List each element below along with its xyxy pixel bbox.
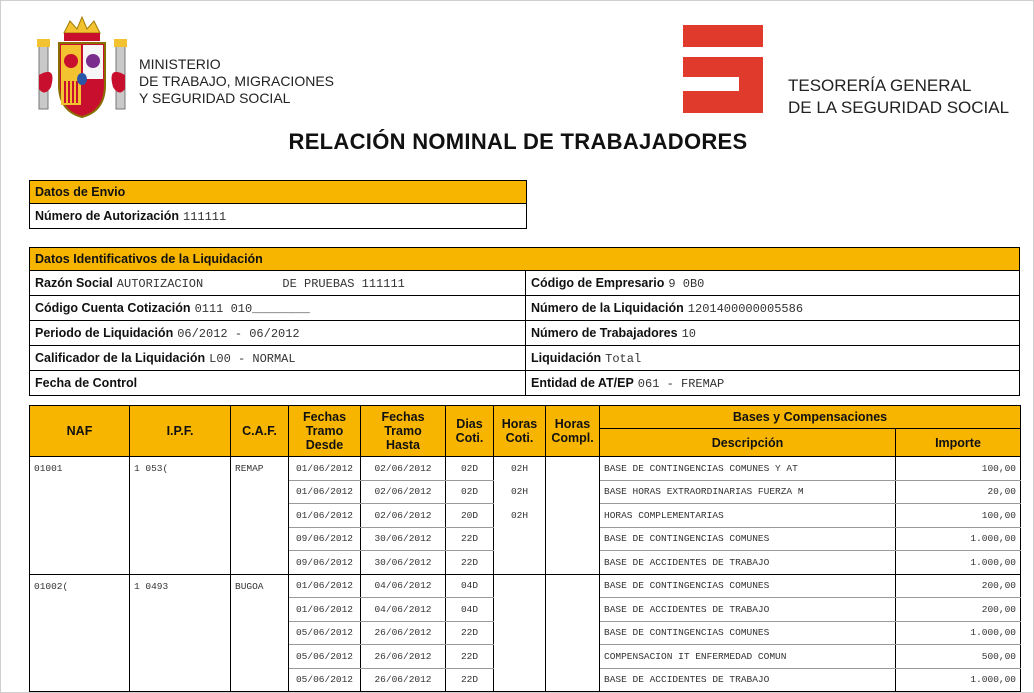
table-row (30, 504, 1021, 528)
cell-dias: 22D (446, 527, 494, 551)
cell-caf: BUGOA (231, 574, 289, 598)
liquidacion-heading: Datos Identificativos de la Liquidación (30, 248, 1019, 271)
col-compl (546, 406, 600, 457)
liq-value: Total (605, 352, 642, 366)
cell-importe: 1.000,00 (896, 668, 1021, 692)
cell-caf (231, 480, 289, 504)
cell-importe: 200,00 (896, 598, 1021, 622)
col-compl-line-1: Horas (554, 417, 591, 431)
tgss-logo (683, 25, 763, 113)
cell-hasta: 04/06/2012 (361, 574, 446, 598)
cell-dias: 22D (446, 668, 494, 692)
cell-naf (30, 645, 130, 669)
cell-naf (30, 668, 130, 692)
cell-hasta: 02/06/2012 (361, 480, 446, 504)
cell-desde: 05/06/2012 (289, 668, 361, 692)
envio-heading: Datos de Envio (30, 181, 526, 204)
cell-ipf (130, 645, 231, 669)
cell-desc: BASE DE CONTINGENCIAS COMUNES (600, 574, 896, 598)
cell-ipf (130, 504, 231, 528)
cell-compl (546, 621, 600, 645)
document-title: RELACIÓN NOMINAL DE TRABAJADORES (288, 129, 748, 154)
cell-horas: 02H (494, 504, 546, 528)
cell-hasta: 26/06/2012 (361, 645, 446, 669)
liq-label: Liquidación (531, 351, 602, 365)
razon-value: AUTORIZACION DE PRUEBAS 111111 (116, 277, 405, 291)
tgss-name (788, 75, 1009, 119)
entidad-value: 061 - FREMAP (637, 377, 725, 391)
numtrab-label: Número de Trabajadores (531, 326, 678, 340)
cell-caf: REMAP (231, 457, 289, 481)
numliq-label: Número de la Liquidación (531, 301, 684, 315)
cell-importe: 100,00 (896, 457, 1021, 481)
col-naf: NAF (30, 406, 130, 457)
cell-compl (546, 574, 600, 598)
numliq-value: 1201400000005586 (687, 302, 804, 316)
cell-naf (30, 551, 130, 575)
cell-naf (30, 504, 130, 528)
fecha-label: Fecha de Control (35, 376, 138, 390)
empresario-cell (526, 271, 1019, 296)
cell-caf (231, 645, 289, 669)
periodo-label: Periodo de Liquidación (35, 326, 174, 340)
liquidacion-box (29, 247, 1020, 396)
cell-compl (546, 551, 600, 575)
cell-importe: 100,00 (896, 504, 1021, 528)
table-row (30, 668, 1021, 692)
col-compl-line-2: Compl. (551, 431, 594, 445)
cell-hasta: 26/06/2012 (361, 668, 446, 692)
cell-horas: 02H (494, 457, 546, 481)
cell-importe: 1.000,00 (896, 621, 1021, 645)
cell-caf (231, 598, 289, 622)
cell-dias: 20D (446, 504, 494, 528)
cell-compl (546, 457, 600, 481)
envio-box (29, 180, 527, 229)
cell-desc: BASE DE ACCIDENTES DE TRABAJO (600, 598, 896, 622)
cell-hasta: 26/06/2012 (361, 621, 446, 645)
numtrab-value: 10 (681, 327, 696, 341)
ccc-value: 0111 010________ (194, 302, 310, 316)
table-row (30, 527, 1021, 551)
table-row (30, 480, 1021, 504)
col-ipf: I.P.F. (130, 406, 231, 457)
cell-importe: 1.000,00 (896, 551, 1021, 575)
cell-desde: 01/06/2012 (289, 480, 361, 504)
numtrab-cell (526, 321, 1019, 346)
cell-caf (231, 527, 289, 551)
cell-caf (231, 551, 289, 575)
table-row (30, 574, 1021, 598)
cell-horas: 02H (494, 480, 546, 504)
col-desde (289, 406, 361, 457)
cell-desc: COMPENSACION IT ENFERMEDAD COMUN (600, 645, 896, 669)
cell-desde: 09/06/2012 (289, 527, 361, 551)
razon-cell (30, 271, 526, 296)
cell-ipf (130, 551, 231, 575)
cell-desde: 01/06/2012 (289, 574, 361, 598)
cell-desde: 01/06/2012 (289, 598, 361, 622)
cell-naf (30, 598, 130, 622)
cell-dias: 04D (446, 598, 494, 622)
auth-row (30, 204, 526, 228)
cell-ipf: 1 053( (130, 457, 231, 481)
cell-compl (546, 480, 600, 504)
cell-compl (546, 504, 600, 528)
cell-desc: BASE HORAS EXTRAORDINARIAS FUERZA M (600, 480, 896, 504)
table-row (30, 598, 1021, 622)
cell-desde: 01/06/2012 (289, 457, 361, 481)
cell-naf: 01001 (30, 457, 130, 481)
cell-desc: BASE DE CONTINGENCIAS COMUNES (600, 621, 896, 645)
cell-importe: 20,00 (896, 480, 1021, 504)
cell-dias: 04D (446, 574, 494, 598)
cell-compl (546, 598, 600, 622)
calif-cell (30, 346, 526, 371)
table-row (30, 457, 1021, 481)
cell-compl (546, 527, 600, 551)
ministry-name (139, 56, 334, 107)
cell-compl (546, 645, 600, 669)
calif-value: L00 - NORMAL (209, 352, 296, 366)
cell-horas (494, 527, 546, 551)
liq-cell (526, 346, 1019, 371)
tgss-line-1: TESORERÍA GENERAL (788, 76, 972, 95)
cell-dias: 22D (446, 645, 494, 669)
cell-naf (30, 527, 130, 551)
tgss-line-2: DE LA SEGURIDAD SOCIAL (788, 98, 1010, 117)
cell-desc: HORAS COMPLEMENTARIAS (600, 504, 896, 528)
cell-ipf (130, 598, 231, 622)
cell-horas (494, 621, 546, 645)
cell-desde: 05/06/2012 (289, 621, 361, 645)
cell-importe: 1.000,00 (896, 527, 1021, 551)
cell-horas (494, 598, 546, 622)
col-importe: Importe (896, 429, 1021, 457)
cell-ipf (130, 621, 231, 645)
col-hasta-line-2: Tramo (384, 424, 422, 438)
numliq-cell (526, 296, 1019, 321)
cell-dias: 22D (446, 621, 494, 645)
col-desde-line-3: Desde (305, 438, 344, 452)
table-row (30, 621, 1021, 645)
col-horas-line-2: Coti. (505, 431, 534, 445)
cell-importe: 200,00 (896, 574, 1021, 598)
cell-desc: BASE DE ACCIDENTES DE TRABAJO (600, 551, 896, 575)
col-dias-line-1: Dias (456, 417, 483, 431)
entidad-cell (526, 371, 1019, 395)
ministry-line-1: MINISTERIO (139, 56, 221, 72)
col-bases: Bases y Compensaciones (600, 406, 1021, 429)
ccc-cell (30, 296, 526, 321)
empresario-value: 9 0B0 (668, 277, 705, 291)
col-descripcion: Descripción (600, 429, 896, 457)
cell-ipf: 1 0493 (130, 574, 231, 598)
cell-ipf (130, 527, 231, 551)
cell-dias: 22D (446, 551, 494, 575)
cell-caf (231, 621, 289, 645)
col-dias (446, 406, 494, 457)
cell-desc: BASE DE CONTINGENCIAS COMUNES (600, 527, 896, 551)
cell-desde: 09/06/2012 (289, 551, 361, 575)
ministry-line-3: Y SEGURIDAD SOCIAL (139, 90, 291, 106)
cell-dias: 02D (446, 457, 494, 481)
table-row (30, 645, 1021, 669)
cell-desc: BASE DE CONTINGENCIAS COMUNES Y AT (600, 457, 896, 481)
razon-label: Razón Social (35, 276, 113, 290)
table-row (30, 551, 1021, 575)
cell-desde: 05/06/2012 (289, 645, 361, 669)
cell-dias: 02D (446, 480, 494, 504)
cell-caf (231, 668, 289, 692)
cell-importe: 500,00 (896, 645, 1021, 669)
periodo-value: 06/2012 - 06/2012 (177, 327, 300, 341)
col-dias-line-2: Coti. (455, 431, 484, 445)
cell-ipf (130, 480, 231, 504)
cell-hasta: 30/06/2012 (361, 551, 446, 575)
col-horas-line-1: Horas (501, 417, 538, 431)
spanish-coat-of-arms-logo (37, 15, 127, 121)
entidad-label: Entidad de AT/EP (531, 376, 634, 390)
col-hasta-line-3: Hasta (385, 438, 421, 452)
cell-naf (30, 480, 130, 504)
cell-hasta: 30/06/2012 (361, 527, 446, 551)
ministry-line-2: DE TRABAJO, MIGRACIONES (139, 73, 334, 89)
col-hasta (361, 406, 446, 457)
auth-value: 111111 (183, 210, 227, 224)
cell-desc: BASE DE ACCIDENTES DE TRABAJO (600, 668, 896, 692)
cell-naf (30, 621, 130, 645)
empresario-label: Código de Empresario (531, 276, 665, 290)
cell-horas (494, 574, 546, 598)
cell-ipf (130, 668, 231, 692)
cell-hasta: 04/06/2012 (361, 598, 446, 622)
workers-table-body (30, 457, 1021, 692)
cell-caf (231, 504, 289, 528)
cell-compl (546, 668, 600, 692)
col-desde-line-1: Fechas (302, 410, 347, 424)
fecha-cell (30, 371, 526, 395)
cell-horas (494, 551, 546, 575)
cell-desde: 01/06/2012 (289, 504, 361, 528)
col-horas (494, 406, 546, 457)
col-hasta-line-1: Fechas (381, 410, 425, 424)
auth-label: Número de Autorización (35, 209, 179, 223)
col-caf: C.A.F. (231, 406, 289, 457)
periodo-cell (30, 321, 526, 346)
cell-naf: 01002( (30, 574, 130, 598)
ccc-label: Código Cuenta Cotización (35, 301, 191, 315)
cell-horas (494, 645, 546, 669)
liquidacion-grid (30, 271, 1019, 395)
col-desde-line-2: Tramo (305, 424, 344, 438)
cell-hasta: 02/06/2012 (361, 504, 446, 528)
cell-hasta: 02/06/2012 (361, 457, 446, 481)
workers-table (29, 405, 1021, 692)
calif-label: Calificador de la Liquidación (35, 351, 206, 365)
cell-horas (494, 668, 546, 692)
